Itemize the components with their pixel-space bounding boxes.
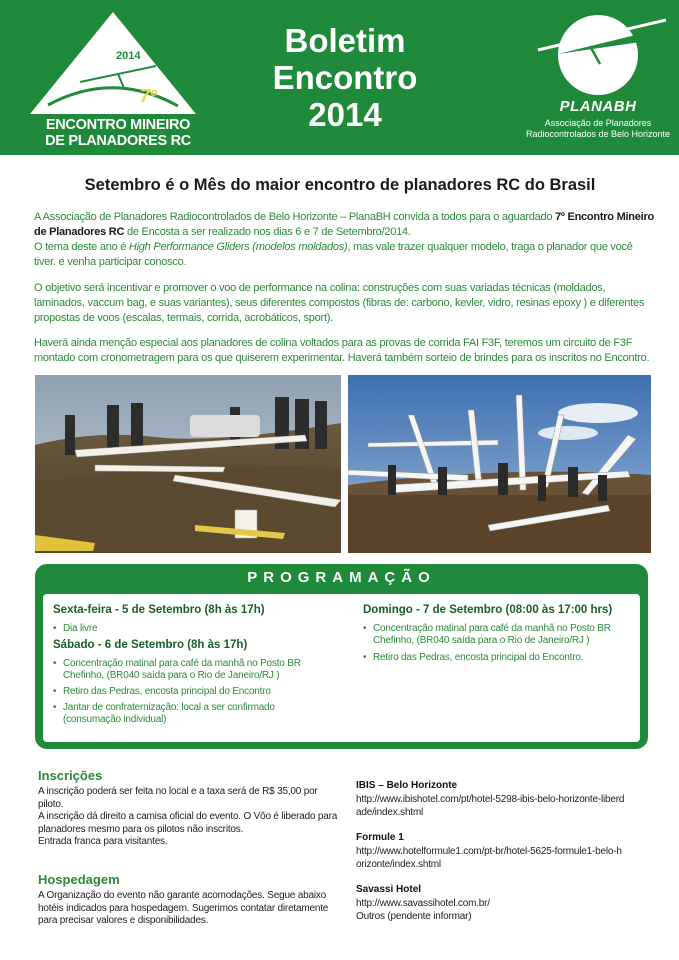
programacao-content [43, 594, 640, 742]
intro-paragraph-3: Haverá ainda menção especial aos planadores de colina voltados para as provas de corrida FAI F3F, teremos um circuito de F3F montado com cronometragem para os que quiserem experimentar. Haverá também sorteio de brindes para os inscritos no Encontro. [34, 337, 650, 364]
programacao-title: PROGRAMAÇÃO [247, 569, 436, 586]
intro-text: , mas vale trazer qualquer modelo, traga o planador que você tiver. e venha participar conosco. [34, 241, 633, 268]
title-line1: Boletim [284, 22, 406, 59]
saturday-title: Sábado - 6 de Setembro (8h às 17h) [53, 639, 248, 651]
event-logo [28, 10, 198, 150]
org-name: PLANABH [559, 98, 637, 115]
theme-text: High Performance Gliders (modelos moldados) [128, 241, 348, 253]
list-item: • Jantar de confraternização: local a ser confirmado (consumação individual) [53, 702, 275, 725]
inscricoes-text: A inscrição poderá ser feita no local e a taxa será de R$ 35,00 por piloto. A inscrição dá direito a camisa oficial do evento. O Vôo é liberado para planadores mesmo para os pilotos não inscritos. Entrada franca para visitantes. [38, 786, 338, 847]
list-item: • Dia livre [53, 623, 98, 634]
event-name: 7º Encontro Mineiro de Planadores RC [34, 211, 654, 238]
list-item: • Retiro das Pedras, encosta principal do Encontro. [363, 652, 584, 663]
programacao-box [35, 564, 648, 749]
hotel-link[interactable]: http://www.savassihotel.com.br/ Outros (pendente informar) [356, 898, 490, 922]
intro-paragraph-1 [34, 210, 654, 270]
logo-line2: DE PLANADORES RC [45, 133, 191, 149]
logo-line1: ENCONTRO MINEIRO [45, 117, 191, 133]
event-photo-left [35, 375, 341, 553]
list-item: • Concentração matinal para café da manhã no Posto BR Chefinho, (BR040 saída para o Rio de Janeiro/RJ ) [363, 623, 611, 646]
list-item: • Concentração matinal para café da manhã no Posto BR Chefinho, (BR040 saída para o Rio de Janeiro/RJ ) [53, 658, 301, 681]
intro-text: A Associação de Planadores Radiocontrolados de Belo Horizonte – PlanaBH convida a todos para o aguardado [34, 211, 556, 223]
event-photo-right [348, 375, 651, 553]
hotel-name: Formule 1 [356, 832, 404, 843]
planabh-logo [525, 12, 671, 147]
org-sub2: Radiocontrolados de Belo Horizonte [525, 129, 671, 139]
org-sub1: Associação de Planadores [544, 118, 652, 128]
page-title [220, 22, 470, 133]
hotel-link[interactable]: http://www.ibishotel.com/pt/hotel-5298-ibis-belo-horizonte-liberdade/index.shtml [356, 794, 625, 818]
hotel-link[interactable]: http://www.hotelformule1.com/pt-br/hotel-5625-formule1-belo-horizonte/index.shtml [356, 846, 622, 870]
logo-edition: 7º [140, 86, 157, 106]
hotel-name: Savassi Hotel [356, 884, 422, 895]
intro-text: O tema deste ano é [34, 241, 129, 253]
intro-text: de Encosta a ser realizado nos dias 6 e 7 de Setembro/2014. [124, 226, 411, 238]
hotel-name: IBIS – Belo Horizonte [356, 780, 458, 791]
glider-circle-icon [528, 12, 668, 102]
title-line2: Encontro [272, 59, 418, 96]
hospedagem-title: Hospedagem [38, 872, 120, 887]
friday-title: Sexta-feira - 5 de Setembro (8h às 17h) [53, 604, 265, 616]
intro-paragraph-2: O objetivo será incentivar e promover o voo de performance na colina: construções com suas variadas técnicas (moldados, laminados, vaccum bag, e suas variantes), seus diferentes compostos (fibras de: carbono, kevler, vidro, resinas epoxy ) e diferentes propostas de voos (escalas, termais, corrida, acrobáticos, sport). [34, 282, 645, 324]
inscricoes-title: Inscrições [38, 768, 103, 783]
headline: Setembro é o Mês do maior encontro de planadores RC do Brasil [84, 176, 596, 194]
logo-year: 2014 [116, 50, 141, 62]
header-banner [0, 0, 679, 155]
title-line3: 2014 [308, 96, 382, 133]
sunday-title: Domingo - 7 de Setembro (08:00 às 17:00 hrs) [363, 604, 613, 616]
triangle-logo-icon [28, 10, 198, 120]
list-item: • Retiro das Pedras, encosta principal do Encontro [53, 686, 271, 697]
hospedagem-text: A Organização do evento não garante acomodações. Segue abaixo hotéis indicados para hospedagem. Sugerimos contatar diretamente para precisar valores e disponibilidades. [38, 890, 329, 926]
